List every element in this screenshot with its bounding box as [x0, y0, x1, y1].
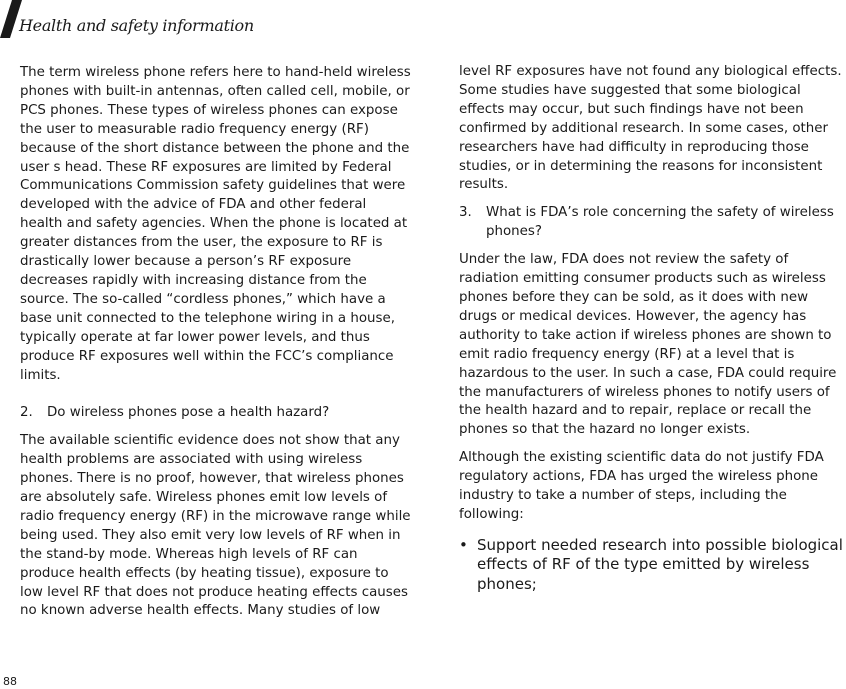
answer-2-paragraph: The available scientific evidence does not show that any health problems are associated with using wireless phones. There is no proof, however, that wireless phones are absolutely safe. Wireless phones emit low levels of radio frequency energy (RF) in the microwave range while being used. They also emit very low levels of RF when in the stand-by mode. Whereas high levels of RF can produce health effects (by heating tissue), exposure to low level RF that does not produce heating effects causes no known adverse health effects. Many studies of low — [20, 433, 411, 619]
question-2-text: Do wireless phones pose a health hazard? — [47, 405, 330, 421]
answer-3-paragraph-2: Although the existing scientific data do not justify FDA regulatory actions, FDA has urged the wireless phone industry to take a number of steps, including the following: — [459, 450, 824, 522]
bullet-icon: • — [459, 535, 468, 554]
intro-paragraph: The term wireless phone refers here to hand-held wireless phones with built-in antennas, often called cell, mobile, or PCS phones. These types of wireless phones can expose the user to measurable radio frequency energy (RF) because of the short distance between the phone and the user s head. These RF exposures are limited by Federal Communications Commission safety guidelines that were developed with the advice of FDA and other federal health and safety agencies. When the phone is located at greater distances from the user, the exposure to RF is drastically lower because a person’s RF exposure decreases rapidly with increasing distance from the source. The so-called “cordless phones,” which have a base unit connected to the telephone wiring in a house, typically operate at far lower power levels, and thus produce RF exposures well within the FCC’s compliance limits. — [20, 65, 411, 383]
bullet-item — [459, 536, 846, 595]
question-3 — [459, 204, 846, 242]
question-3-number: 3. — [459, 205, 472, 221]
right-column — [459, 63, 846, 595]
question-2-number: 2. — [20, 405, 33, 421]
bullet-item-text: Support needed research into possible biological effects of RF of the type emitted by wireless phones; — [477, 535, 843, 594]
question-3-text: What is FDA’s role concerning the safety of wireless phones? — [486, 205, 834, 240]
page-header — [0, 0, 846, 40]
left-column — [20, 64, 412, 621]
question-2 — [20, 404, 412, 423]
answer-3-paragraph-1: Under the law, FDA does not review the safety of radiation emitting consumer products such as wireless phones before they can be sold, as it does with new drugs or medical devices. However, the agency has authority to take action if wireless phones are shown to emit radio frequency energy (RF) at a level that is hazardous to the user. In such a case, FDA could require the manufacturers of wireless phones to notify users of the health hazard and to repair, replace or recall the phones so that the hazard no longer exists. — [459, 252, 837, 438]
page-number: 88 — [3, 675, 17, 688]
header-title: Health and safety information — [19, 16, 254, 35]
continuation-paragraph: level RF exposures have not found any biological effects. Some studies have suggested that some biological effects may occur, but such findings have not been confirmed by additional research. In some cases, other researchers have had difficulty in reproducing those studies, or in determining the reasons for inconsistent results. — [459, 64, 842, 193]
